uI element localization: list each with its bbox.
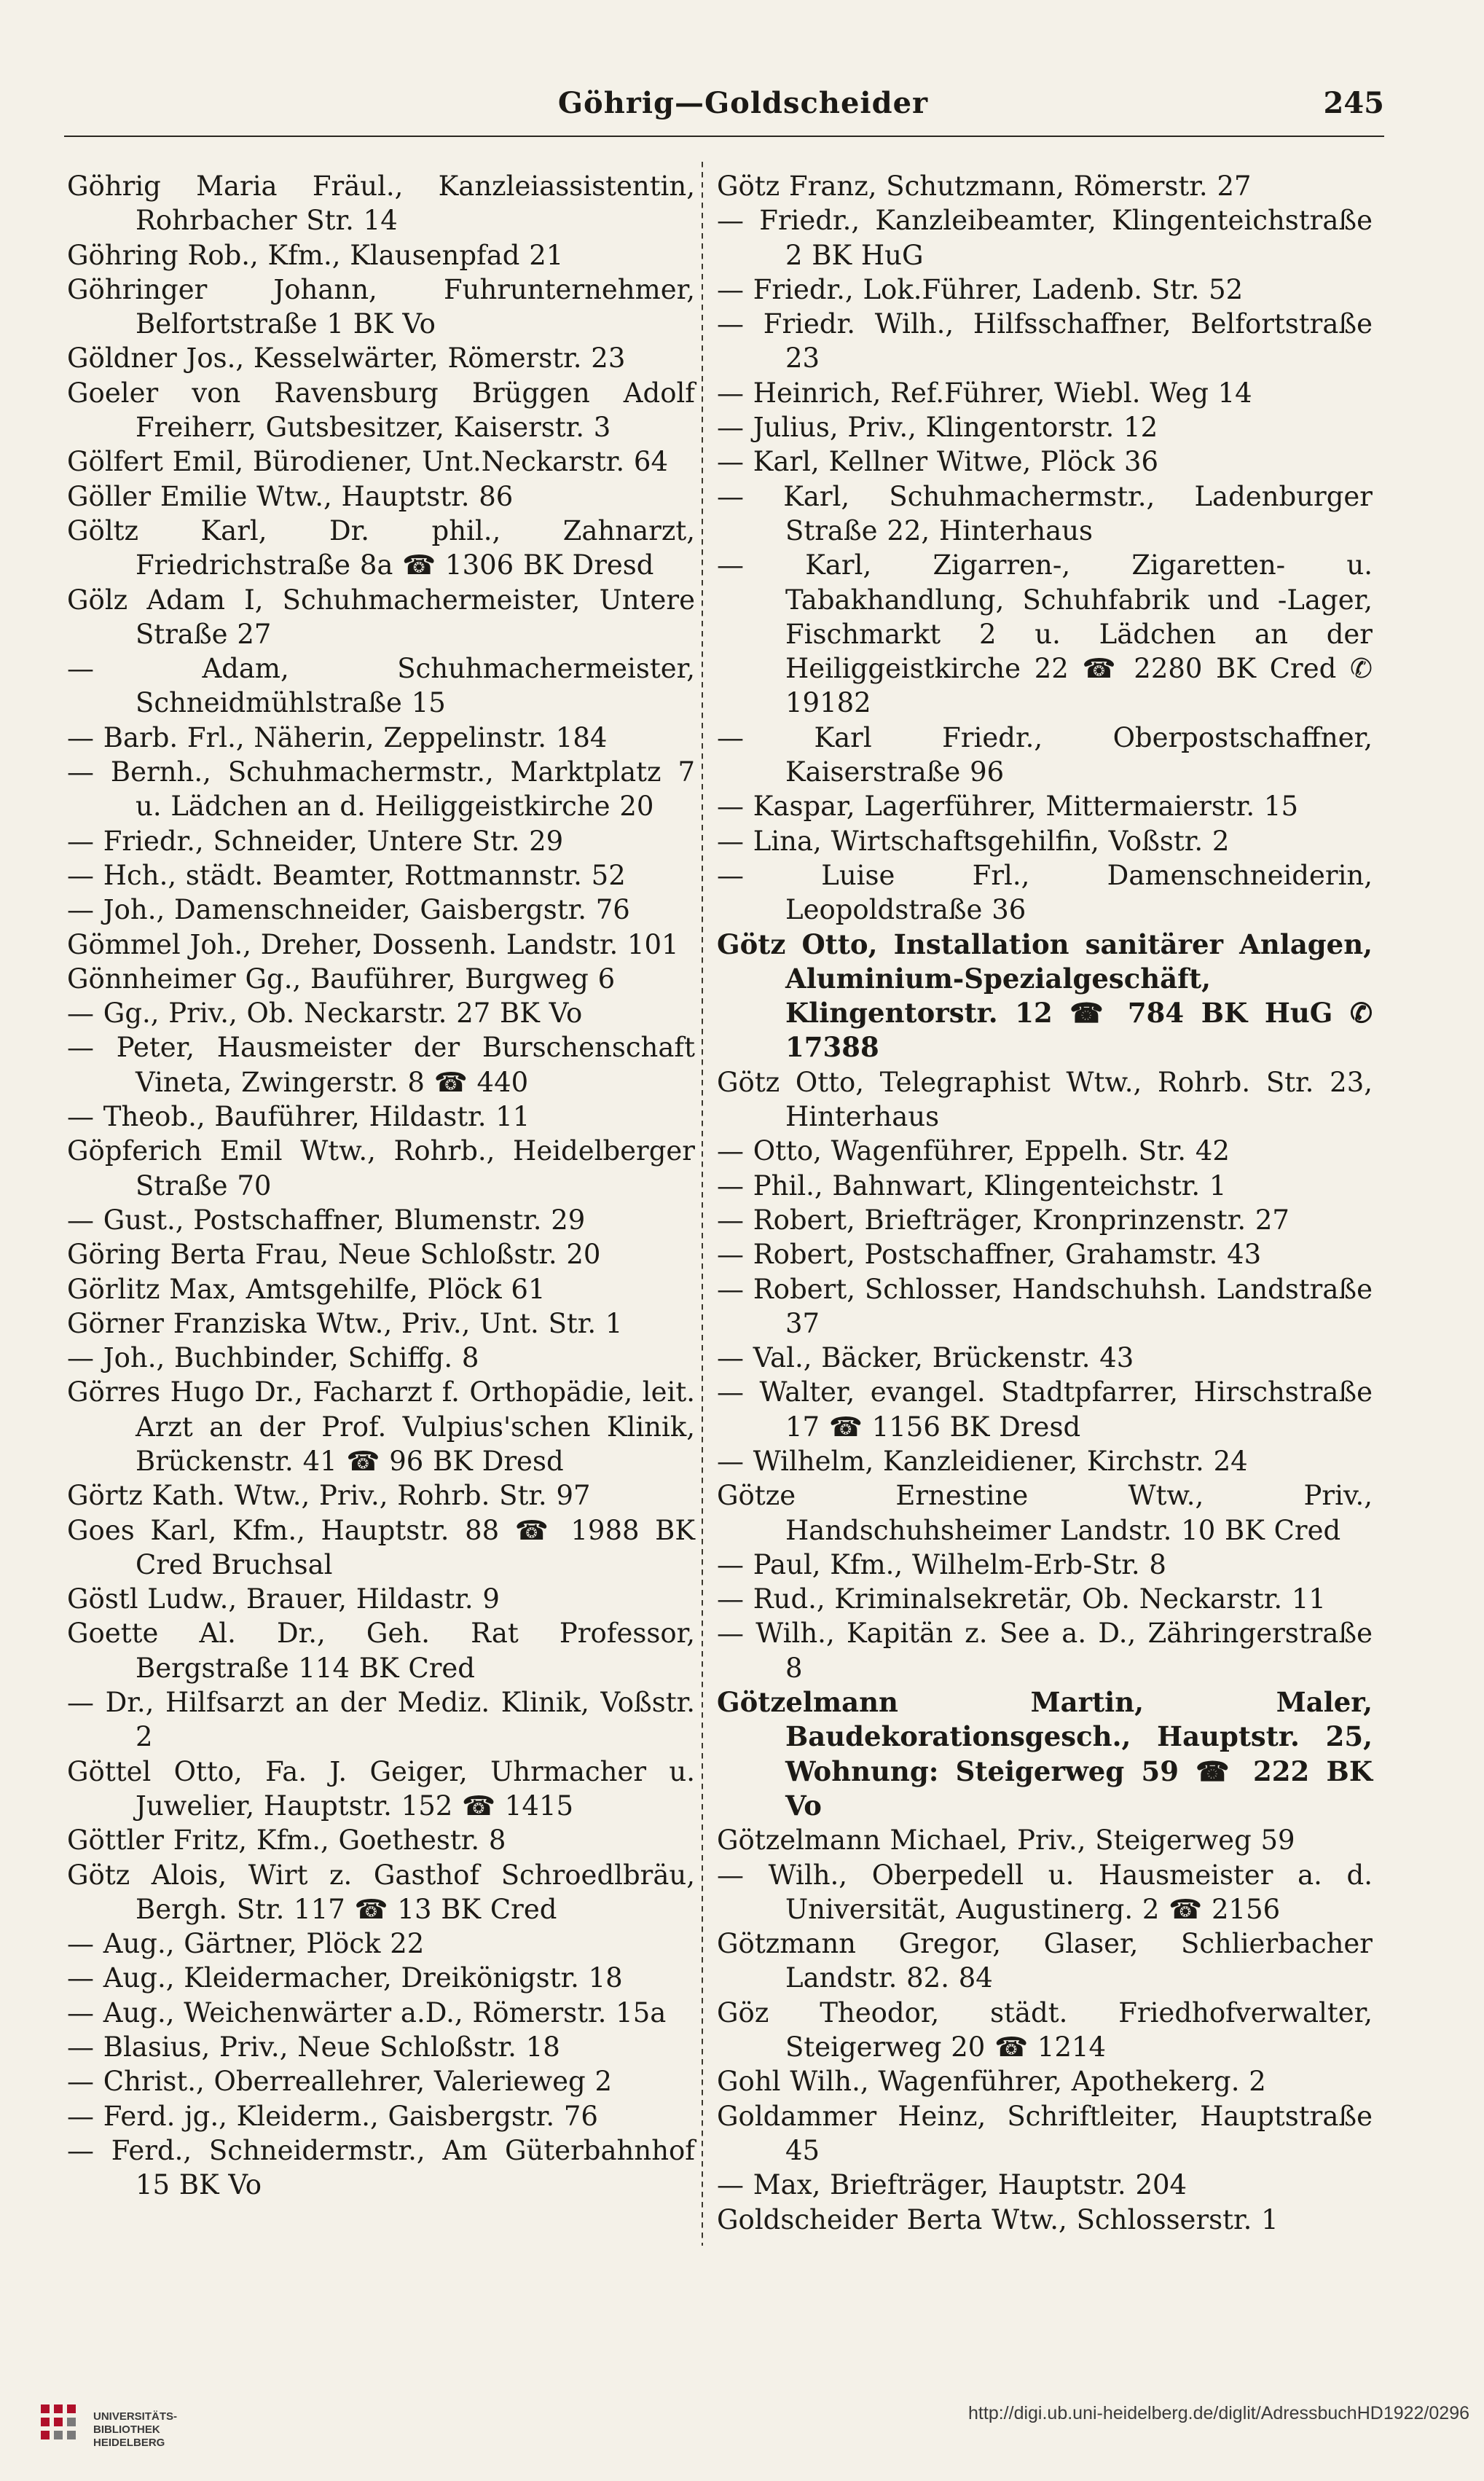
directory-entry: Goldammer Heinz, Schriftleiter, Hauptstraße 45 bbox=[717, 2100, 1373, 2166]
directory-entry: — Barb. Frl., Näherin, Zeppelinstr. 184 bbox=[67, 721, 608, 753]
directory-entry: Görres Hugo Dr., Facharzt f. Orthopädie, leit. Arzt an der Prof. Vulpius'schen Klinik, Brückenstr. 41 ☎ 96 BK Dresd bbox=[67, 1376, 695, 1477]
directory-entry: — Wilh., Kapitän z. See a. D., Zähringerstraße 8 bbox=[717, 1618, 1373, 1684]
directory-entry: — Ferd., Schneidermstr., Am Güterbahnhof 15 BK Vo bbox=[67, 2134, 695, 2201]
directory-entry: Gölfert Emil, Bürodiener, Unt.Neckarstr. 64 bbox=[67, 446, 669, 478]
directory-entry: — Otto, Wagenführer, Eppelh. Str. 42 bbox=[717, 1135, 1230, 1167]
directory-entry: — Friedr., Kanzleibeamter, Klingenteichstraße 2 BK HuG bbox=[717, 205, 1373, 271]
directory-entry: Göhring Rob., Kfm., Klausenpfad 21 bbox=[67, 239, 564, 271]
footer bbox=[0, 2390, 1484, 2481]
directory-entry: Görlitz Max, Amtsgehilfe, Plöck 61 bbox=[67, 1273, 546, 1305]
right-column bbox=[717, 169, 1373, 2237]
directory-entry: Göttler Fritz, Kfm., Goethestr. 8 bbox=[67, 1825, 506, 1857]
directory-entry: — Lina, Wirtschaftsgehilfin, Voßstr. 2 bbox=[717, 825, 1230, 857]
directory-entry: Goeler von Ravensburg Brüggen Adolf Freiherr, Gutsbesitzer, Kaiserstr. 3 bbox=[67, 377, 695, 444]
directory-entry: Götz Franz, Schutzmann, Römerstr. 27 bbox=[717, 171, 1252, 202]
directory-entry: — Gg., Priv., Ob. Neckarstr. 27 BK Vo bbox=[67, 998, 583, 1030]
directory-entry: — Robert, Schlosser, Handschuhsh. Landstraße 37 bbox=[717, 1273, 1373, 1339]
directory-entry: — Luise Frl., Damenschneiderin, Leopoldstraße 36 bbox=[717, 859, 1373, 926]
directory-entry: — Max, Briefträger, Hauptstr. 204 bbox=[717, 2169, 1187, 2201]
directory-entry: Götz Otto, Installation sanitärer Anlagen, Aluminium-Spezialgeschäft, Klingentorstr. 12 ☎ 784 BK HuG ✆ 17388 bbox=[717, 928, 1373, 1064]
directory-entry: — Aug., Gärtner, Plöck 22 bbox=[67, 1928, 425, 1960]
directory-entry: — Karl, Zigarren-, Zigaretten- u. Tabakhandlung, Schuhfabrik und -Lager, Fischmarkt 2 u. Lädchen an der Heiliggeistkirche 22 ☎ 2280 BK Cred ✆ 19182 bbox=[717, 549, 1373, 719]
directory-entry: — Christ., Oberreallehrer, Valerieweg 2 bbox=[67, 2066, 613, 2098]
directory-entry: Götzmann Gregor, Glaser, Schlierbacher Landstr. 82. 84 bbox=[717, 1928, 1373, 1994]
directory-entry: — Adam, Schuhmachermeister, Schneidmühlstraße 15 bbox=[67, 653, 695, 719]
directory-entry: — Aug., Weichenwärter a.D., Römerstr. 15a bbox=[67, 1996, 667, 2029]
directory-entry: Göhringer Johann, Fuhrunternehmer, Belfortstraße 1 BK Vo bbox=[67, 273, 695, 340]
directory-entry: Göller Emilie Wtw., Hauptstr. 86 bbox=[67, 480, 514, 512]
directory-entry: Gömmel Joh., Dreher, Dossenh. Landstr. 101 bbox=[67, 928, 679, 960]
directory-entry: — Rud., Kriminalsekretär, Ob. Neckarstr. 11 bbox=[717, 1583, 1326, 1615]
directory-entry: — Dr., Hilfsarzt an der Mediz. Klinik, Voßstr. 2 bbox=[67, 1687, 695, 1753]
directory-entry: Götzelmann Michael, Priv., Steigerweg 59 bbox=[717, 1825, 1295, 1857]
directory-entry: — Joh., Damenschneider, Gaisbergstr. 76 bbox=[67, 894, 630, 926]
directory-entry: — Karl Friedr., Oberpostschaffner, Kaiserstraße 96 bbox=[717, 721, 1373, 788]
directory-entry: Gohl Wilh., Wagenführer, Apothekerg. 2 bbox=[717, 2066, 1266, 2098]
directory-entry: — Hch., städt. Beamter, Rottmannstr. 52 bbox=[67, 859, 626, 891]
directory-entry: — Robert, Postschaffner, Grahamstr. 43 bbox=[717, 1239, 1262, 1271]
directory-entry: — Paul, Kfm., Wilhelm-Erb-Str. 8 bbox=[717, 1548, 1166, 1580]
directory-entry: Götz Otto, Telegraphist Wtw., Rohrb. Str. 23, Hinterhaus bbox=[717, 1066, 1373, 1133]
directory-entry: Görtz Kath. Wtw., Priv., Rohrb. Str. 97 bbox=[67, 1480, 591, 1512]
directory-entry: — Wilhelm, Kanzleidiener, Kirchstr. 24 bbox=[717, 1445, 1248, 1477]
directory-entry: Götzelmann Martin, Maler, Baudekorationsgesch., Hauptstr. 25, Wohnung: Steigerweg 59 ☎ 222 BK Vo bbox=[717, 1686, 1373, 1822]
directory-entry: — Friedr., Lok.Führer, Ladenb. Str. 52 bbox=[717, 273, 1244, 305]
directory-entry: — Karl, Schuhmachermstr., Ladenburger Straße 22, Hinterhaus bbox=[717, 480, 1373, 546]
directory-entry: — Blasius, Priv., Neue Schloßstr. 18 bbox=[67, 2031, 560, 2063]
directory-entry: — Bernh., Schuhmachermstr., Marktplatz 7 u. Lädchen an d. Heiliggeistkirche 20 bbox=[67, 756, 695, 823]
header-rule bbox=[64, 136, 1384, 137]
directory-entry: Göldner Jos., Kesselwärter, Römerstr. 23 bbox=[67, 342, 626, 375]
directory-entry: — Friedr. Wilh., Hilfsschaffner, Belfortstraße 23 bbox=[717, 308, 1373, 375]
left-column bbox=[67, 169, 695, 2203]
directory-entry: Göttel Otto, Fa. J. Geiger, Uhrmacher u. Juwelier, Hauptstr. 152 ☎ 1415 bbox=[67, 1755, 695, 1822]
directory-entry: — Ferd. jg., Kleiderm., Gaisbergstr. 76 bbox=[67, 2100, 598, 2132]
directory-entry: Göltz Karl, Dr. phil., Zahnarzt, Friedrichstraße 8a ☎ 1306 BK Dresd bbox=[67, 514, 695, 581]
directory-entry: — Gust., Postschaffner, Blumenstr. 29 bbox=[67, 1204, 586, 1236]
directory-entry: Göstl Ludw., Brauer, Hildastr. 9 bbox=[67, 1583, 500, 1615]
directory-entry: Görner Franziska Wtw., Priv., Unt. Str. 1 bbox=[67, 1307, 623, 1339]
directory-entry: Göhrig Maria Fräul., Kanzleiassistentin, Rohrbacher Str. 14 bbox=[67, 171, 695, 237]
directory-entry: — Phil., Bahnwart, Klingenteichstr. 1 bbox=[717, 1169, 1227, 1202]
directory-entry: — Wilh., Oberpedell u. Hausmeister a. d. Universität, Augustinerg. 2 ☎ 2156 bbox=[717, 1859, 1373, 1925]
directory-entry: Goldscheider Berta Wtw., Schlosserstr. 1 bbox=[717, 2203, 1279, 2235]
library-name: UNIVERSITÄTS- BIBLIOTHEK HEIDELBERG bbox=[93, 2410, 178, 2449]
directory-entry: — Heinrich, Ref.Führer, Wiebl. Weg 14 bbox=[717, 377, 1252, 409]
directory-entry: Gönnheimer Gg., Bauführer, Burgweg 6 bbox=[67, 963, 616, 995]
page-number: 245 bbox=[1323, 86, 1384, 120]
directory-entry: — Julius, Priv., Klingentorstr. 12 bbox=[717, 412, 1158, 444]
running-head: Göhrig—Goldscheider bbox=[557, 86, 929, 120]
directory-entry: — Joh., Buchbinder, Schiffg. 8 bbox=[67, 1342, 479, 1374]
directory-entry: — Friedr., Schneider, Untere Str. 29 bbox=[67, 825, 564, 857]
directory-entry: Göpferich Emil Wtw., Rohrb., Heidelberger Straße 70 bbox=[67, 1135, 695, 1202]
directory-entry: — Karl, Kellner Witwe, Plöck 36 bbox=[717, 446, 1159, 478]
library-logo-icon bbox=[38, 2402, 87, 2451]
directory-entry: — Val., Bäcker, Brückenstr. 43 bbox=[717, 1342, 1134, 1374]
directory-entry: Goette Al. Dr., Geh. Rat Professor, Bergstraße 114 BK Cred bbox=[67, 1618, 695, 1684]
directory-entry: Göz Theodor, städt. Friedhofverwalter, Steigerweg 20 ☎ 1214 bbox=[717, 1996, 1373, 2063]
source-url-link[interactable]: http://digi.ub.uni-heidelberg.de/diglit/AdressbuchHD1922/0296 bbox=[968, 2403, 1469, 2423]
directory-entry: Goes Karl, Kfm., Hauptstr. 88 ☎ 1988 BK Cred Bruchsal bbox=[67, 1514, 695, 1580]
directory-entry: Göring Berta Frau, Neue Schloßstr. 20 bbox=[67, 1239, 601, 1271]
directory-entry: Götze Ernestine Wtw., Priv., Handschuhsheimer Landstr. 10 BK Cred bbox=[717, 1480, 1373, 1546]
directory-entry: — Walter, evangel. Stadtpfarrer, Hirschstraße 17 ☎ 1156 BK Dresd bbox=[717, 1376, 1373, 1443]
directory-entry: — Theob., Bauführer, Hildastr. 11 bbox=[67, 1101, 530, 1133]
directory-entry: Gölz Adam I, Schuhmachermeister, Untere Straße 27 bbox=[67, 584, 695, 650]
directory-entry: — Robert, Briefträger, Kronprinzenstr. 27 bbox=[717, 1204, 1289, 1236]
column-divider bbox=[702, 162, 703, 2246]
directory-entry: Götz Alois, Wirt z. Gasthof Schroedlbräu, Bergh. Str. 117 ☎ 13 BK Cred bbox=[67, 1859, 695, 1925]
directory-entry: — Kaspar, Lagerführer, Mittermaierstr. 15 bbox=[717, 791, 1299, 823]
directory-entry: — Aug., Kleidermacher, Dreikönigstr. 18 bbox=[67, 1962, 623, 1994]
directory-entry: — Peter, Hausmeister der Burschenschaft Vineta, Zwingerstr. 8 ☎ 440 bbox=[67, 1032, 695, 1098]
